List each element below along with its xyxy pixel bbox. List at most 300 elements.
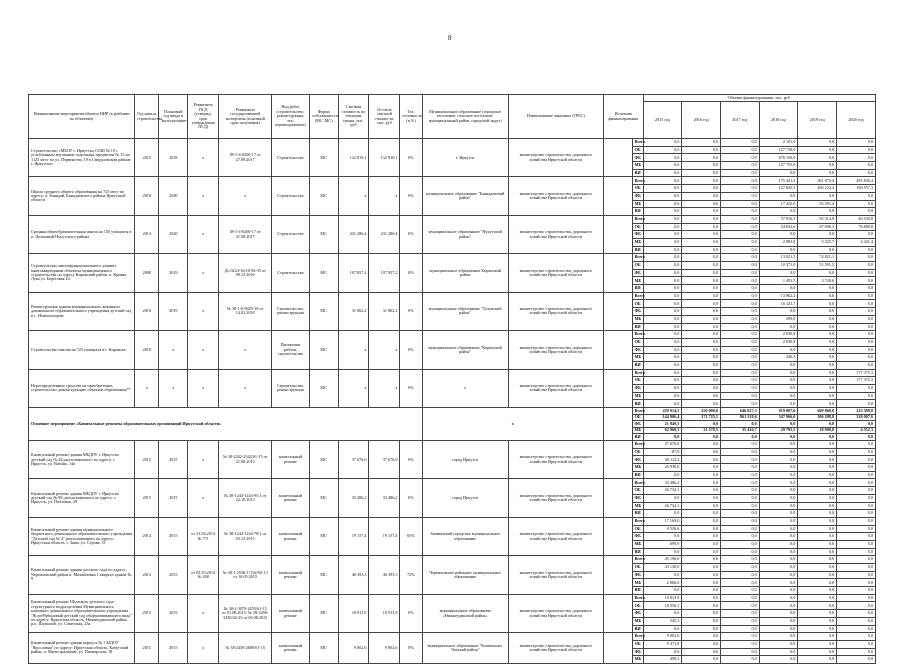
funding-value: 0,0 bbox=[721, 262, 760, 270]
funding-value: 271 725,1 bbox=[682, 414, 721, 421]
source-spacer bbox=[603, 517, 632, 555]
funding-value: 0,0 bbox=[798, 441, 837, 449]
funding-source-label: МБ bbox=[632, 579, 643, 587]
subtotal-mark: х bbox=[422, 408, 603, 441]
funding-value: 0,0 bbox=[721, 471, 760, 479]
ownership-form: МС bbox=[309, 594, 338, 632]
work-type: капитальный ремонт bbox=[272, 633, 310, 664]
funding-value: 0,0 bbox=[837, 308, 876, 316]
funding-value: 0,0 bbox=[721, 308, 760, 316]
funding-value: 0,0 bbox=[798, 617, 837, 625]
funding-value: 0,0 bbox=[759, 533, 798, 541]
funding-value: 0,0 bbox=[837, 564, 876, 572]
funding-value: 0,0 bbox=[721, 494, 760, 502]
funding-value: 0,0 bbox=[721, 656, 760, 664]
funding-value: 0,0 bbox=[759, 602, 798, 610]
funding-value: 0,0 bbox=[759, 494, 798, 502]
funding-value: 0,0 bbox=[837, 139, 876, 147]
funding-value: 0,0 bbox=[643, 146, 682, 154]
funding-value: 0,0 bbox=[759, 471, 798, 479]
col-year: 2018 год bbox=[759, 102, 798, 139]
col-grbs: Наименование заказчика (ГРБС) bbox=[508, 95, 603, 139]
funding-value: 0,0 bbox=[759, 346, 798, 354]
funding-value: 0,0 bbox=[643, 533, 682, 541]
col-start: Год начала строительства bbox=[135, 95, 159, 139]
object-name: Капитальный ремонт здания муниципального бюджетного дошкольного образовательного учреждения "Детский сад № 4" расположенного по адресу: Иркутская область, г. Заим, ул. Седова, 51 bbox=[29, 517, 135, 555]
page-number: 8 bbox=[448, 34, 452, 42]
funding-value: 0,0 bbox=[798, 525, 837, 533]
funding-value: 62 960,5 bbox=[643, 427, 682, 434]
funding-value: 0,0 bbox=[682, 146, 721, 154]
funding-value: 0,0 bbox=[837, 533, 876, 541]
ownership-form: МС bbox=[309, 292, 338, 330]
funding-value: 0,0 bbox=[798, 208, 837, 216]
col-mo: Муниципальное образование (городское поселение, сельское поселение, муниципальный район, городской округ) bbox=[422, 95, 508, 139]
funding-value: 0,0 bbox=[798, 564, 837, 572]
funding-source-label: ФБ bbox=[632, 456, 643, 464]
funding-value: 0,0 bbox=[759, 400, 798, 408]
funding-value: 0,0 bbox=[798, 602, 837, 610]
funding-value: 0,0 bbox=[837, 610, 876, 618]
funding-value: 0,0 bbox=[759, 556, 798, 564]
funding-value: 0,0 bbox=[721, 610, 760, 618]
funding-value: 0,0 bbox=[682, 502, 721, 510]
funding-source-label: ФБ bbox=[632, 533, 643, 541]
funding-value: 0,0 bbox=[721, 215, 760, 223]
funding-value: 266 232,4 bbox=[798, 185, 837, 193]
funding-source-label: МБ bbox=[632, 200, 643, 208]
funding-value: 177 375,3 bbox=[837, 369, 876, 377]
funding-source-label: МБ bbox=[632, 540, 643, 548]
work-type: Строительство bbox=[272, 254, 310, 292]
object-name: Капитальный ремонт здания корпуса № 1 МДОУ "Ярославна" по адресу: Иркутская область, Качугский район, п. Магистральный, ул. Пионерская, 18 bbox=[29, 633, 135, 664]
funding-value: 0,0 bbox=[798, 300, 837, 308]
psd-details: х bbox=[188, 594, 219, 632]
ownership-form: МС bbox=[309, 215, 338, 253]
funding-value: 51 591,5 bbox=[798, 262, 837, 270]
readiness: 0% bbox=[400, 369, 422, 407]
ownership-form: МС bbox=[309, 369, 338, 407]
end-year: 2015 bbox=[159, 594, 188, 632]
expertise-details: № 38-1-2536-1723e/92-13 от 16.05.2015 bbox=[219, 556, 272, 594]
funding-value: 9 802,6 bbox=[643, 633, 682, 641]
funding-value: 0,0 bbox=[682, 192, 721, 200]
end-year: 2015 bbox=[159, 441, 188, 479]
funding-value: 0,0 bbox=[798, 456, 837, 464]
table-row bbox=[29, 215, 876, 223]
funding-value: 0,0 bbox=[643, 400, 682, 408]
funding-value: 0,0 bbox=[643, 392, 682, 400]
funding-value: 0,0 bbox=[682, 385, 721, 393]
funding-value: 196 557,3 bbox=[837, 185, 876, 193]
municipality: х bbox=[422, 369, 508, 407]
funding-value: 0,0 bbox=[643, 571, 682, 579]
funding-source-label: ФБ bbox=[632, 269, 643, 277]
funding-value: 0,0 bbox=[682, 315, 721, 323]
funding-value: 10 356,1 bbox=[643, 602, 682, 610]
municipality: муниципальное образование "Нукутский район" bbox=[422, 215, 508, 253]
funding-value: 0,0 bbox=[682, 300, 721, 308]
funding-value: 0,0 bbox=[721, 377, 760, 385]
funding-value: 0,0 bbox=[837, 456, 876, 464]
readiness: 0% bbox=[400, 633, 422, 664]
funding-value: 0,0 bbox=[721, 556, 760, 564]
funding-value: 0,0 bbox=[682, 441, 721, 449]
funding-value: 0,0 bbox=[837, 146, 876, 154]
readiness: 0% bbox=[400, 594, 422, 632]
funding-source-label: ФБ bbox=[632, 308, 643, 316]
start-year: 2015 bbox=[135, 441, 159, 479]
funding-value: 0,0 bbox=[759, 377, 798, 385]
funding-value: 0,0 bbox=[837, 323, 876, 331]
funding-value: 0,0 bbox=[682, 354, 721, 362]
funding-value: 0,0 bbox=[798, 154, 837, 162]
funding-value: 0,0 bbox=[837, 300, 876, 308]
customer: министерство строительства, дорожного хозяйства Иркутской области bbox=[508, 633, 603, 664]
readiness: 0% bbox=[400, 254, 422, 292]
funding-value: 0,0 bbox=[643, 385, 682, 393]
funding-value: 0,0 bbox=[837, 464, 876, 472]
work-type: капитальный ремонт bbox=[272, 479, 310, 517]
funding-source-label: МБ bbox=[632, 656, 643, 664]
ownership-form: МС bbox=[309, 139, 338, 177]
investment-table-sheet bbox=[28, 94, 876, 664]
funding-value: 0,0 bbox=[643, 269, 682, 277]
funding-source-label: ВИ bbox=[632, 434, 643, 441]
funding-value: 0,0 bbox=[682, 548, 721, 556]
table-row bbox=[29, 331, 876, 339]
funding-value: 0,0 bbox=[759, 617, 798, 625]
funding-value: 0,0 bbox=[837, 231, 876, 239]
funding-value: 0,0 bbox=[643, 625, 682, 633]
funding-source-label: ОБ bbox=[632, 185, 643, 193]
funding-value: 0,0 bbox=[759, 269, 798, 277]
funding-value: 0,0 bbox=[721, 238, 760, 246]
funding-value: 0,0 bbox=[643, 471, 682, 479]
funding-value: 0,0 bbox=[759, 361, 798, 369]
funding-value: 0,0 bbox=[798, 246, 837, 254]
funding-value: 0,0 bbox=[721, 487, 760, 495]
work-type: Строительство bbox=[272, 215, 310, 253]
customer: министерство строительства, дорожного хозяйства Иркутской области bbox=[508, 369, 603, 407]
funding-value: 0,0 bbox=[798, 479, 837, 487]
funding-value: 0,0 bbox=[682, 292, 721, 300]
object-name: Капитальный ремонт здания МБДОУ г. Иркутска детский сад № 89, расположенного по адресу: г. Иркутск, ул. Почтовая, 29 bbox=[29, 479, 135, 517]
funding-value: -87,9 bbox=[643, 448, 682, 456]
funding-value: 0,0 bbox=[682, 200, 721, 208]
funding-source-label: ВИ bbox=[632, 587, 643, 595]
remaining-cost: 19 157,4 bbox=[369, 517, 400, 555]
object-name: Капитальный ремонт здания детского сада по адресу: Черемховский район п. Михайловка 1 квартал здание № 9 bbox=[29, 556, 135, 594]
funding-value: 0,0 bbox=[837, 392, 876, 400]
funding-value: 0,0 bbox=[837, 510, 876, 518]
funding-value: 0,0 bbox=[721, 533, 760, 541]
funding-value: 0,0 bbox=[721, 300, 760, 308]
funding-value: 0,0 bbox=[798, 292, 837, 300]
expertise-details: 38-1-4-0200-17 от 27.09.2017 bbox=[219, 139, 272, 177]
funding-value: 0,0 bbox=[643, 610, 682, 618]
funding-source-label: Всего bbox=[632, 139, 643, 147]
funding-value: 0,0 bbox=[837, 517, 876, 525]
funding-value: 127 825,5 bbox=[759, 185, 798, 193]
estimated-cost: х bbox=[338, 331, 369, 369]
funding-value: 0,0 bbox=[721, 146, 760, 154]
funding-source-label: ФБ bbox=[632, 192, 643, 200]
ownership-form: МС bbox=[309, 177, 338, 215]
source-spacer bbox=[603, 331, 632, 369]
funding-value: 0,0 bbox=[682, 361, 721, 369]
funding-value: 0,0 bbox=[682, 246, 721, 254]
funding-value: 0,0 bbox=[682, 308, 721, 316]
funding-value: 0,0 bbox=[682, 587, 721, 595]
funding-value: 0,0 bbox=[682, 331, 721, 339]
funding-value: 0,0 bbox=[682, 369, 721, 377]
funding-value: 0,0 bbox=[798, 315, 837, 323]
funding-value: 0,0 bbox=[682, 323, 721, 331]
funding-value: 0,0 bbox=[837, 494, 876, 502]
funding-value: 0,0 bbox=[643, 323, 682, 331]
end-year: 2018 bbox=[159, 139, 188, 177]
funding-source-label: ОБ bbox=[632, 487, 643, 495]
end-year: 2015 bbox=[159, 556, 188, 594]
funding-value: 0,0 bbox=[798, 377, 837, 385]
funding-value: 0,0 bbox=[798, 502, 837, 510]
funding-value: 0,0 bbox=[837, 162, 876, 170]
funding-value: 0,0 bbox=[759, 510, 798, 518]
funding-value: 0,0 bbox=[682, 533, 721, 541]
funding-value: 92 314,0 bbox=[798, 215, 837, 223]
funding-value: 0,0 bbox=[759, 594, 798, 602]
funding-value: 0,0 bbox=[798, 308, 837, 316]
estimated-cost: 31 862,2 bbox=[338, 292, 369, 330]
municipality: г. Иркутск bbox=[422, 139, 508, 177]
funding-value: 0,0 bbox=[721, 361, 760, 369]
funding-value: 0,0 bbox=[837, 487, 876, 495]
source-spacer bbox=[603, 215, 632, 253]
source-spacer bbox=[603, 633, 632, 664]
table-row bbox=[29, 556, 876, 564]
remaining-cost: х bbox=[369, 369, 400, 407]
readiness: 0% bbox=[400, 292, 422, 330]
funding-value: 26 938,0 bbox=[643, 464, 682, 472]
funding-value: 0,0 bbox=[798, 421, 837, 428]
col-year: 2019 год bbox=[798, 102, 837, 139]
work-type: Строительство, реконструкция bbox=[272, 292, 310, 330]
funding-value: 0,0 bbox=[643, 169, 682, 177]
col-year: 2017 год bbox=[721, 102, 760, 139]
end-year: 2015 bbox=[159, 517, 188, 555]
funding-source-label: МБ bbox=[632, 617, 643, 625]
funding-value: 0,0 bbox=[837, 169, 876, 177]
funding-value: 676 150,0 bbox=[759, 154, 798, 162]
funding-source-label: Всего bbox=[632, 594, 643, 602]
funding-value: 0,0 bbox=[759, 479, 798, 487]
funding-value: 0,0 bbox=[721, 456, 760, 464]
funding-value: 0,0 bbox=[759, 540, 798, 548]
funding-value: 0,0 bbox=[721, 192, 760, 200]
funding-source-label: Всего bbox=[632, 331, 643, 339]
funding-value: 1 491,5 bbox=[759, 277, 798, 285]
funding-source-label: МБ bbox=[632, 392, 643, 400]
funding-value: 0,0 bbox=[837, 200, 876, 208]
funding-value: 0,0 bbox=[837, 315, 876, 323]
funding-value: 0,0 bbox=[721, 231, 760, 239]
funding-value: 0,0 bbox=[837, 385, 876, 393]
municipality: город Иркутск bbox=[422, 441, 508, 479]
source-spacer bbox=[603, 369, 632, 407]
funding-value: 0,0 bbox=[682, 648, 721, 656]
object-name: Нераспределенные средства на приобретение, строительство, реконструкцию объектов образования** bbox=[29, 369, 135, 407]
psd-details: х bbox=[188, 177, 219, 215]
funding-value: 0,0 bbox=[837, 192, 876, 200]
funding-value: 2 066,0 bbox=[643, 579, 682, 587]
funding-value: 0,0 bbox=[643, 434, 682, 441]
funding-value: 0,0 bbox=[759, 517, 798, 525]
funding-value: 0,0 bbox=[837, 648, 876, 656]
funding-value: 0,0 bbox=[837, 556, 876, 564]
funding-value: 0,0 bbox=[721, 510, 760, 518]
funding-source-label: ВИ bbox=[632, 246, 643, 254]
funding-value: 67 006,3 bbox=[798, 223, 837, 231]
funding-value: 0,0 bbox=[643, 587, 682, 595]
funding-value: 4 552,3 bbox=[837, 427, 876, 434]
funding-value: 0,0 bbox=[759, 308, 798, 316]
funding-value: 21 278,5 bbox=[682, 427, 721, 434]
table-row bbox=[29, 594, 876, 602]
funding-value: 0,0 bbox=[643, 354, 682, 362]
ownership-form: МС bbox=[309, 556, 338, 594]
funding-value: 0,0 bbox=[682, 494, 721, 502]
funding-value: 0,0 bbox=[721, 564, 760, 572]
funding-value: 0,0 bbox=[721, 625, 760, 633]
funding-value: 0,0 bbox=[682, 262, 721, 270]
funding-value: 93 591,4 bbox=[798, 200, 837, 208]
readiness: 0% bbox=[400, 441, 422, 479]
remaining-cost: 10 913,9 bbox=[369, 594, 400, 632]
funding-value: 0,0 bbox=[721, 254, 760, 262]
funding-value: 0,0 bbox=[682, 556, 721, 564]
funding-value: 0,0 bbox=[682, 464, 721, 472]
expertise-details: 38-1-4-0260-17 от 31.08.2017 bbox=[219, 215, 272, 253]
funding-value: 0,0 bbox=[837, 594, 876, 602]
funding-value: 13 021,5 bbox=[759, 254, 798, 262]
funding-value: 0,0 bbox=[759, 548, 798, 556]
municipality: Черемховское районное муниципальное образование bbox=[422, 556, 508, 594]
funding-value: 0,0 bbox=[798, 331, 837, 339]
funding-value: 0,0 bbox=[721, 434, 760, 441]
funding-value: 0,0 bbox=[837, 421, 876, 428]
funding-value: 299,0 bbox=[759, 315, 798, 323]
work-type: капитальный ремонт bbox=[272, 594, 310, 632]
funding-value: 0,0 bbox=[721, 285, 760, 293]
funding-value: 0,0 bbox=[837, 540, 876, 548]
funding-value: 0,0 bbox=[798, 556, 837, 564]
funding-value: 240,5 bbox=[759, 354, 798, 362]
expertise-details: № 38-1-6-0025-18 от 14.02.2018 bbox=[219, 292, 272, 330]
funding-source-label: ВИ bbox=[632, 208, 643, 216]
funding-value: 0,0 bbox=[682, 185, 721, 193]
funding-value: 0,0 bbox=[682, 346, 721, 354]
psd-details: от 21.04.2014 № 771 bbox=[188, 517, 219, 555]
table-row bbox=[29, 292, 876, 300]
psd-details: х bbox=[188, 331, 219, 369]
funding-source-label: ОБ bbox=[632, 602, 643, 610]
funding-value: 0,0 bbox=[682, 177, 721, 185]
funding-value: 320 007,6 bbox=[837, 414, 876, 421]
funding-value: 0,0 bbox=[643, 377, 682, 385]
funding-value: 0,0 bbox=[721, 587, 760, 595]
funding-source-label: ФБ bbox=[632, 231, 643, 239]
funding-source-label: МБ bbox=[632, 238, 643, 246]
col-form: Форма собственности (МС, МС) bbox=[309, 95, 338, 139]
funding-value: 0,0 bbox=[721, 246, 760, 254]
funding-value: 0,0 bbox=[798, 369, 837, 377]
funding-value: 0,0 bbox=[721, 338, 760, 346]
funding-value: 2 930,8 bbox=[759, 331, 798, 339]
funding-value: 0,0 bbox=[759, 385, 798, 393]
funding-value: 0,0 bbox=[721, 464, 760, 472]
funding-value: 361 875,4 bbox=[798, 177, 837, 185]
funding-value: 0,0 bbox=[682, 456, 721, 464]
municipality: муниципальное образование Киренский район bbox=[422, 254, 508, 292]
funding-source-label: ВИ bbox=[632, 510, 643, 518]
funding-value: 0,0 bbox=[798, 392, 837, 400]
funding-value: 0,0 bbox=[798, 494, 837, 502]
funding-value: 669 868,8 bbox=[798, 408, 837, 415]
start-year: 2008 bbox=[135, 254, 159, 292]
funding-source-label: ОБ bbox=[632, 448, 643, 456]
funding-source-label: ВИ bbox=[632, 400, 643, 408]
expertise-details: № 38-1244-1244-78/1 от 03.12.2015 bbox=[219, 517, 272, 555]
funding-source-label: МБ bbox=[632, 502, 643, 510]
funding-value: 0,0 bbox=[682, 139, 721, 147]
funding-value: 4 441,4 bbox=[837, 238, 876, 246]
funding-value: 33 486,2 bbox=[643, 479, 682, 487]
source-spacer bbox=[603, 594, 632, 632]
funding-value: 861 218,6 bbox=[721, 414, 760, 421]
funding-value: 547 966,0 bbox=[759, 414, 798, 421]
funding-value: 490,2 bbox=[643, 656, 682, 664]
estimated-cost: 46 393,3 bbox=[338, 556, 369, 594]
funding-value: 17 169,0 bbox=[643, 517, 682, 525]
municipality: муниципальное образование "Казачинско-Ленский район" bbox=[422, 633, 508, 664]
expertise-details: х bbox=[219, 331, 272, 369]
funding-value: 0,0 bbox=[837, 338, 876, 346]
funding-value: 0,0 bbox=[759, 323, 798, 331]
end-year: 2019 bbox=[159, 292, 188, 330]
start-year: 2015 bbox=[135, 139, 159, 177]
funding-value: 0,0 bbox=[837, 633, 876, 641]
funding-value: 0,0 bbox=[837, 617, 876, 625]
funding-value: 35 416,7 bbox=[721, 427, 760, 434]
readiness: 0% bbox=[400, 215, 422, 253]
start-year: 2018 bbox=[135, 177, 159, 215]
funding-value: 0,0 bbox=[643, 162, 682, 170]
end-year: х bbox=[159, 369, 188, 407]
col-ready: Тех. готовность (в %) bbox=[400, 95, 422, 139]
remaining-cost: 231 286,4 bbox=[369, 215, 400, 253]
funding-value: 18 900,0 bbox=[798, 427, 837, 434]
col-end: Плановый год ввода в эксплуатацию bbox=[159, 95, 188, 139]
funding-value: 0,0 bbox=[682, 223, 721, 231]
funding-value: 0,0 bbox=[721, 208, 760, 216]
funding-value: 0,0 bbox=[798, 579, 837, 587]
funding-value: 0,0 bbox=[798, 162, 837, 170]
ownership-form: МС bbox=[309, 331, 338, 369]
funding-value: 0,0 bbox=[837, 625, 876, 633]
funding-value: 0,0 bbox=[798, 571, 837, 579]
funding-value: 0,0 bbox=[798, 361, 837, 369]
